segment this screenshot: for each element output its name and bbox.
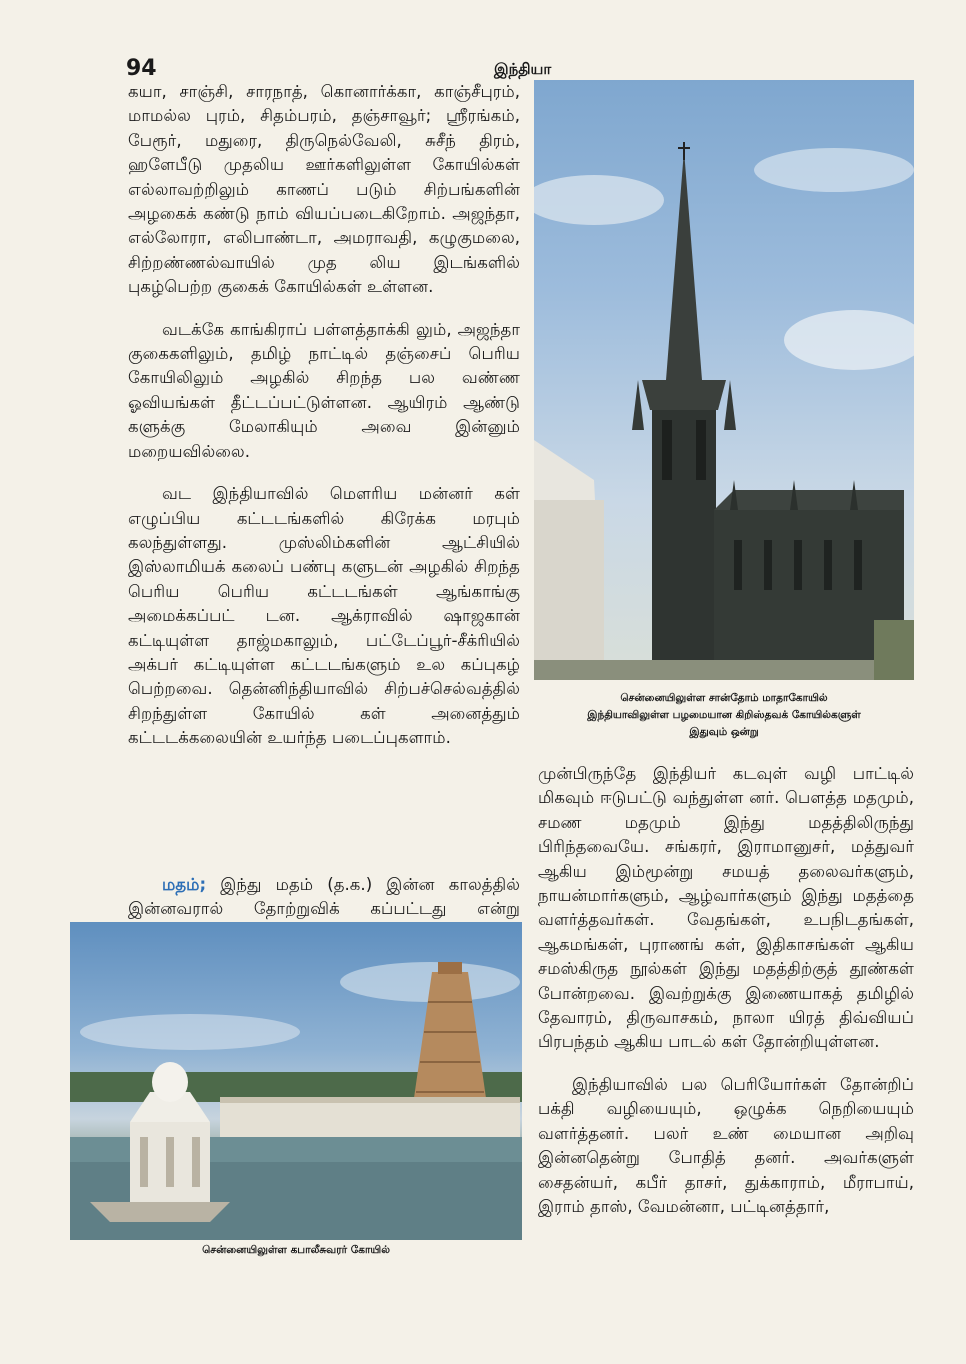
paragraph: முன்பிருந்தே இந்தியர் கடவுள் வழி பாட்டில் மிகவும் ஈடுபட்டு வந்துள்ள னர். பௌத்த மதமும், சமண மதமும் இந்து மதத்திலிருந்து பிரிந்தவையே. சங்கரர், இராமானுசர், மத்துவர் ஆகிய இம்மூன்று சமயத் தலைவர்களும், நாயன்மார்களும், ஆழ்வார்களும் இந்து மதத்தை வளர்த்தவர்கள். வேதங்கள், உபநிடதங்கள், ஆகமங்கள், புராணங் கள், இதிகாசங்கள் ஆகிய சமஸ்கிருத நூல்கள் இந்து மதத்திற்குத் தூண்கள் போன்றவை. இவற்றுக்கு இணையாகத் தமிழில் தேவாரம், திருவாசகம், நாலா யிரத் திவ்வியப் பிரபந்தம் ஆகிய பாடல் கள் தோன்றியுள்ளன. <box>538 764 914 1052</box>
temple-photo <box>70 922 522 1240</box>
paragraph: வட இந்தியாவில் மௌரிய மன்னர் கள் எழுப்பிய கட்டடங்களில் கிரேக்க மரபும் கலந்துள்ளது. முஸ்லிம்களின் ஆட்சியில் இஸ்லாமியக் கலைப் பண்பு களுடன் அழகில் சிறந்த பெரிய பெரிய கட்டடங்கள் ஆங்காங்கு அமைக்கப்பட் டன. ஆக்ராவில் ஷாஜகான் கட்டியுள்ள தாஜ்மகாலும், பட்டேப்பூர்-சீக்ரியில் அக்பர் கட்டியுள்ள கட்டடங்களும் உல கப்புகழ் பெற்றவை. தென்னிந்தியாவில் சிற்பச்செல்வத்தில் சிறந்துள்ள கோயில் கள் அனைத்தும் கட்டடக்கலையின் உயர்ந்த படைப்புகளாம். <box>128 484 520 748</box>
right-column <box>538 762 914 1237</box>
caption-line: இதுவும் ஒன்று <box>689 726 759 738</box>
paragraph: கயா, சாஞ்சி, சாரநாத், கொனார்க்கா, காஞ்சீபுரம், மாமல்ல புரம், சிதம்பரம், தஞ்சாவூர்; ஸ்ரீரங்கம், பேரூர், மதுரை, திருநெல்வேலி, சுசீந் திரம், ஹளேபீடு முதலிய ஊர்களிலுள்ள கோயில்கள் எல்லாவற்றிலும் காணப் படும் சிற்பங்களின் அழகைக் கண்டு நாம் வியப்படைகிறோம். அஜந்தா, எல்லோரா, எலிபாண்டா, அமராவதி, கழுகுமலை, சிற்றண்ணல்வாயில் முத லிய இடங்களில் புகழ்பெற்ற குகைக் கோயில்கள் உள்ளன. <box>128 82 520 297</box>
church-caption <box>534 690 914 741</box>
church-illustration <box>534 80 914 680</box>
caption-line: இந்தியாவிலுள்ள பழமையான கிறிஸ்தவக் கோயில்களுள் <box>587 709 861 721</box>
paragraph: இந்தியாவில் பல பெரியோர்கள் தோன்றிப் பக்தி வழியையும், ஒழுக்க நெறியையும் வளர்த்தனர். பலர் உண் மையான அறிவு இன்னதென்று போதித் தனர். அவர்களுள் சைதன்யர், கபீர் தாசர், துக்காராம், மீராபாய், இராம் தாஸ், வேமன்னா, பட்டினத்தார், <box>538 1074 914 1216</box>
church-photo <box>534 80 914 680</box>
temple-illustration <box>70 922 522 1240</box>
caption-line: சென்னையிலுள்ள சான்தோம் மாதாகோயில் <box>620 692 828 704</box>
left-column <box>128 80 520 769</box>
temple-caption: சென்னையிலுள்ள கபாலீசுவரர் கோயில் <box>202 1244 390 1256</box>
running-head: இந்தியா <box>494 60 552 78</box>
paragraph: வடக்கே காங்கிராப் பள்ளத்தாக்கி லும், அஜந்தா குகைகளிலும், தமிழ் நாட்டில் தஞ்சைப் பெரிய கோயிலிலும் அழகில் சிறந்த பல வண்ண ஓவியங்கள் தீட்டப்பட்டுள்ளன. ஆயிரம் ஆண்டு களுக்கு மேலாகியும் அவை இன்னும் மறையவில்லை. <box>128 319 520 461</box>
page-number: 94 <box>126 56 157 81</box>
section-heading: மதம்; <box>162 874 207 894</box>
paragraph-text: இந்து மதம் (த.க.) இன்ன காலத்தில் இன்னவரால் தோற்றுவிக் கப்பட்டது என்று <box>128 874 520 918</box>
